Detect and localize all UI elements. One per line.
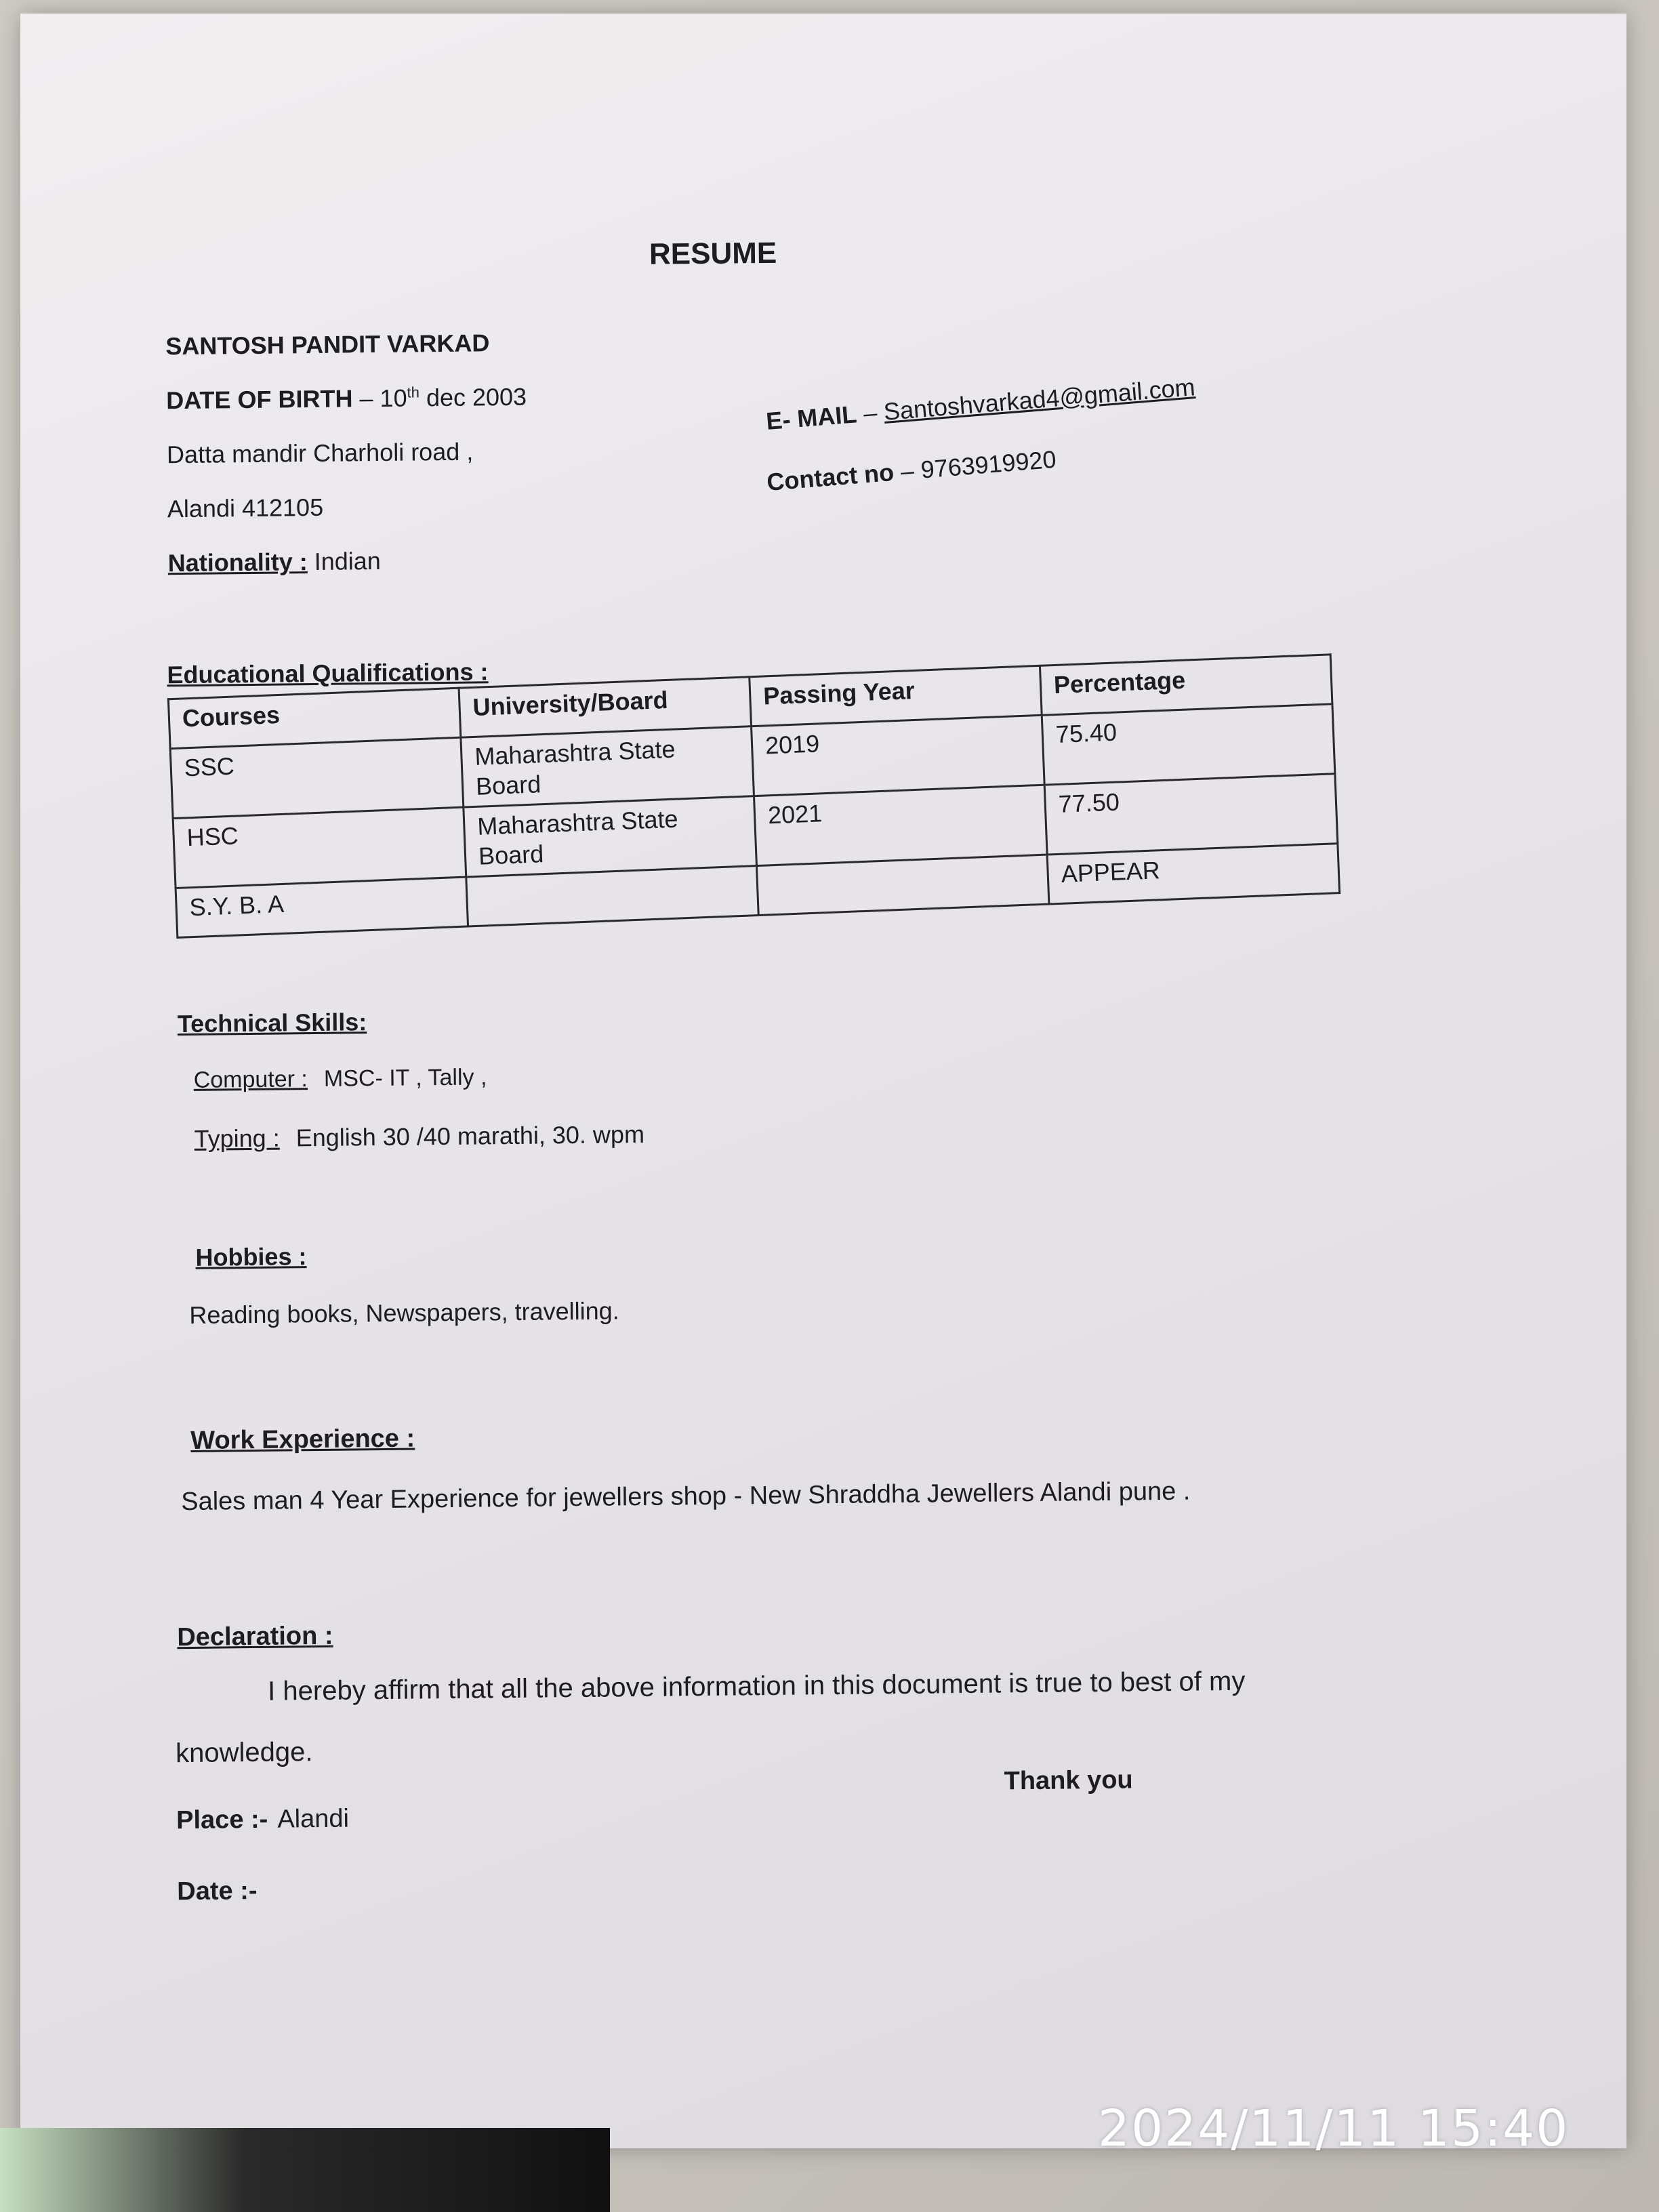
contact — [766, 445, 1057, 497]
thank-you: Thank you — [1004, 1765, 1133, 1796]
dob-rest: dec 2003 — [419, 382, 527, 412]
table-cell: 75.40 — [1042, 704, 1335, 785]
work-experience-heading: Work Experience : — [190, 1424, 415, 1455]
address-line-1: Datta mandir Charholi road , — [166, 437, 474, 469]
contact-label: Contact no — [765, 457, 895, 496]
declaration-line-2: knowledge. — [175, 1737, 313, 1769]
column-header: University/Board — [459, 677, 751, 737]
technical-skills-heading: Technical Skills: — [177, 1008, 367, 1038]
place — [176, 1805, 349, 1836]
candidate-name: SANTOSH PANDIT VARKAD — [165, 329, 490, 361]
nationality-value: Indian — [307, 546, 382, 576]
column-header: Percentage — [1040, 655, 1332, 715]
resume-document — [9, 5, 1638, 2157]
table-cell: SSC — [170, 737, 464, 818]
column-header: Passing Year — [750, 665, 1042, 726]
work-experience-text: Sales man 4 Year Experience for jewellers shop - New Shraddha Jewellers Alandi pune . — [181, 1477, 1191, 1517]
declaration-line-1: I hereby affirm that all the above information in this document is true to best of my — [267, 1666, 1246, 1706]
table-cell: S.Y. B. A — [176, 877, 468, 937]
date — [177, 1877, 267, 1906]
place-value: Alandi — [277, 1804, 350, 1834]
dob-sup: th — [407, 384, 419, 401]
page-title: RESUME — [649, 236, 777, 271]
photo-timestamp: 2024/11/11 15:40 — [1098, 2100, 1570, 2158]
dob-sep: – — [352, 384, 380, 413]
place-label: Place :- — [176, 1805, 268, 1835]
table-cell: Maharashtra State Board — [461, 726, 754, 807]
typing-value: English 30 /40 marathi, 30. wpm — [295, 1120, 645, 1152]
computer-skills — [194, 1064, 487, 1094]
email-label: E- MAIL — [764, 400, 858, 435]
hobbies-heading: Hobbies : — [195, 1242, 307, 1271]
table-cell: APPEAR — [1047, 844, 1339, 904]
computer-label: Computer : — [193, 1066, 308, 1093]
address-line-2: Alandi 412105 — [167, 493, 324, 523]
contact-value: 9763919920 — [920, 445, 1057, 484]
column-header: Courses — [168, 688, 460, 748]
table-cell: Maharashtra State Board — [464, 796, 757, 877]
hobbies-text: Reading books, Newspapers, travelling. — [189, 1296, 619, 1329]
typing-skills — [194, 1120, 644, 1153]
contact-sep: – — [893, 455, 922, 486]
table-cell: 2019 — [752, 715, 1045, 796]
date-of-birth — [166, 383, 527, 415]
table-cell: 2021 — [754, 785, 1047, 865]
nationality-label: Nationality : — [167, 548, 308, 577]
nationality — [168, 547, 382, 577]
table-cell: 77.50 — [1044, 774, 1338, 855]
email-value: Santoshvarkad4@gmail.com — [882, 373, 1196, 426]
table-cell: HSC — [173, 807, 466, 888]
education-table — [167, 653, 1340, 939]
declaration-heading: Declaration : — [177, 1621, 333, 1652]
date-label: Date :- — [177, 1876, 258, 1906]
typing-label: Typing : — [194, 1124, 280, 1153]
email-sep: – — [855, 398, 885, 428]
dob-label: DATE OF BIRTH — [166, 384, 353, 415]
education-heading: Educational Qualifications : — [167, 657, 489, 689]
table-cell — [466, 866, 758, 926]
table-cell — [756, 855, 1048, 915]
background-corner — [0, 2128, 610, 2212]
dob-day: 10 — [380, 384, 407, 412]
computer-value: MSC- IT , Tally , — [323, 1064, 487, 1092]
resume-paper — [20, 14, 1626, 2148]
email — [765, 373, 1196, 436]
